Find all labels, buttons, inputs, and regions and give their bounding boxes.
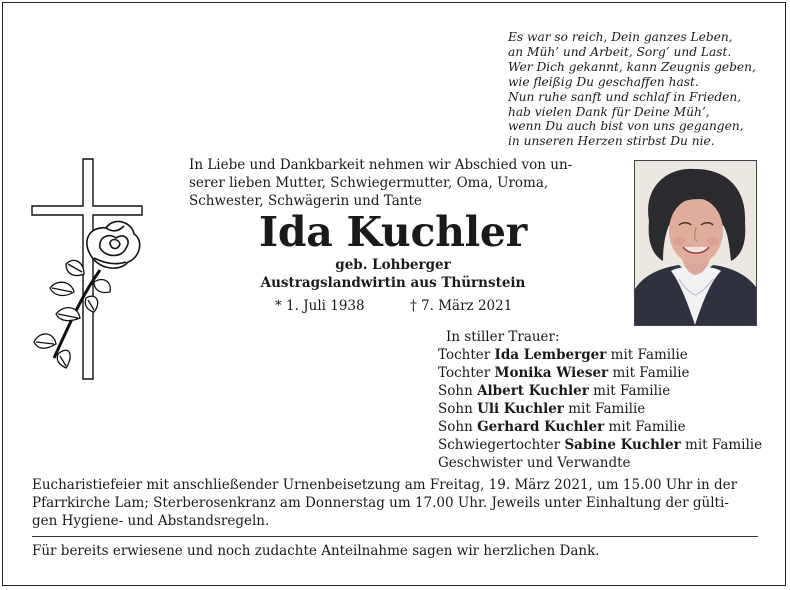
maiden-name: geb. Lohberger: [335, 257, 451, 273]
poem-line: Es war so reich, Dein ganzes Leben,: [508, 30, 733, 44]
service-line: Eucharistiefeier mit anschließender Urnenbeisetzung am Freitag, 19. März 2021, um 15.00 Uhr in der: [32, 477, 738, 493]
farewell-intro: [189, 156, 597, 210]
occupation: Austragslandwirtin aus Thürnstein: [260, 275, 526, 291]
mourner-entry: Schwiegertochter Sabine Kuchler mit Familie: [438, 437, 763, 453]
service-line: gen Hygiene- und Abstandsregeln.: [32, 513, 270, 529]
mourner-entry: Sohn Albert Kuchler mit Familie: [438, 383, 671, 399]
divider: [32, 536, 758, 537]
poem-line: wenn Du auch bist von uns gegangen,: [508, 119, 744, 134]
intro-line: serer lieben Mutter, Schwiegermutter, Oma, Uroma,: [189, 175, 549, 191]
service-notice: [32, 476, 756, 530]
portrait-photo: [634, 160, 757, 326]
deceased-name: Ida Kuchler: [259, 208, 527, 256]
intro-line: Schwester, Schwägerin und Tante: [189, 193, 422, 209]
mourners-list: [438, 346, 762, 472]
poem-line: Wer Dich gekannt, kann Zeugnis geben,: [508, 59, 756, 74]
mourner-entry: Tochter Monika Wieser mit Familie: [438, 365, 690, 381]
memorial-poem: [508, 30, 768, 149]
intro-line: In Liebe und Dankbarkeit nehmen wir Abschied von un-: [189, 157, 573, 173]
thanks-note: Für bereits erwiesene und noch zudachte Anteilnahme sagen wir herzlichen Dank.: [32, 543, 600, 559]
poem-line: wie fleißig Du geschaffen hast.: [508, 74, 699, 89]
service-line: Pfarrkirche Lam; Sterberosenkranz am Donnerstag um 17.00 Uhr. Jeweils unter Einhaltung der gülti-: [32, 495, 729, 511]
poem-line: Nun ruhe sanft und schlaf in Frieden,: [508, 89, 742, 104]
poem-line: hab vielen Dank für Deine Müh’,: [508, 104, 710, 119]
mourners-closing: Geschwister und Verwandte: [438, 455, 631, 471]
portrait-image: [635, 161, 756, 325]
birth-date: * 1. Juli 1938: [275, 298, 365, 314]
poem-line: an Müh’ und Arbeit, Sorg’ und Last.: [508, 44, 732, 59]
mourner-entry: Sohn Gerhard Kuchler mit Familie: [438, 419, 686, 435]
poem-line: in unseren Herzen stirbst Du nie.: [508, 134, 715, 149]
mourner-entry: Sohn Uli Kuchler mit Familie: [438, 401, 646, 417]
mourners-heading: In stiller Trauer:: [446, 329, 560, 345]
mourner-entry: Tochter Ida Lemberger mit Familie: [438, 347, 688, 363]
death-date: † 7. März 2021: [410, 298, 513, 314]
cross-with-rose-icon: [28, 158, 148, 382]
